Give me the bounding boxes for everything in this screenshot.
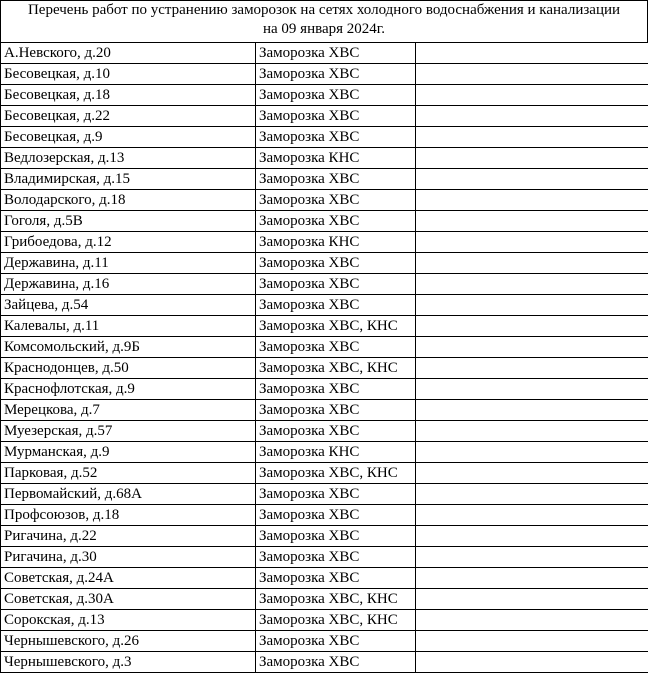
address-cell: Бесовецкая, д.9 bbox=[1, 127, 256, 148]
table-row bbox=[1, 547, 648, 568]
table-row bbox=[1, 295, 648, 316]
work-type-cell: Заморозка ХВС bbox=[256, 295, 416, 316]
table-row bbox=[1, 526, 648, 547]
address-cell: Ригачина, д.30 bbox=[1, 547, 256, 568]
work-type-cell: Заморозка ХВС bbox=[256, 253, 416, 274]
address-cell: Советская, д.30А bbox=[1, 589, 256, 610]
address-cell: Профсоюзов, д.18 bbox=[1, 505, 256, 526]
note-cell bbox=[416, 379, 648, 400]
table-row bbox=[1, 379, 648, 400]
address-cell: Первомайский, д.68А bbox=[1, 484, 256, 505]
address-cell: Бесовецкая, д.18 bbox=[1, 85, 256, 106]
address-cell: Краснодонцев, д.50 bbox=[1, 358, 256, 379]
table-row bbox=[1, 589, 648, 610]
table-row bbox=[1, 106, 648, 127]
work-type-cell: Заморозка ХВС bbox=[256, 652, 416, 673]
table-row bbox=[1, 358, 648, 379]
address-cell: А.Невского, д.20 bbox=[1, 43, 256, 64]
address-cell: Сорокская, д.13 bbox=[1, 610, 256, 631]
work-type-cell: Заморозка ХВС, КНС bbox=[256, 463, 416, 484]
address-cell: Ригачина, д.22 bbox=[1, 526, 256, 547]
note-cell bbox=[416, 568, 648, 589]
work-type-cell: Заморозка ХВС bbox=[256, 127, 416, 148]
table-row bbox=[1, 169, 648, 190]
table-row bbox=[1, 442, 648, 463]
table-row bbox=[1, 421, 648, 442]
work-type-cell: Заморозка ХВС bbox=[256, 484, 416, 505]
address-cell: Державина, д.16 bbox=[1, 274, 256, 295]
work-type-cell: Заморозка ХВС bbox=[256, 211, 416, 232]
address-cell: Ведлозерская, д.13 bbox=[1, 148, 256, 169]
address-cell: Советская, д.24А bbox=[1, 568, 256, 589]
note-cell bbox=[416, 421, 648, 442]
note-cell bbox=[416, 64, 648, 85]
note-cell bbox=[416, 274, 648, 295]
address-cell: Державина, д.11 bbox=[1, 253, 256, 274]
address-cell: Калевалы, д.11 bbox=[1, 316, 256, 337]
address-cell: Владимирская, д.15 bbox=[1, 169, 256, 190]
work-type-cell: Заморозка ХВС bbox=[256, 379, 416, 400]
note-cell bbox=[416, 211, 648, 232]
table-row bbox=[1, 337, 648, 358]
table-row bbox=[1, 505, 648, 526]
table-row bbox=[1, 400, 648, 421]
work-type-cell: Заморозка ХВС bbox=[256, 85, 416, 106]
table-row bbox=[1, 127, 648, 148]
work-type-cell: Заморозка ХВС bbox=[256, 505, 416, 526]
works-table bbox=[0, 42, 648, 673]
address-cell: Краснофлотская, д.9 bbox=[1, 379, 256, 400]
table-row bbox=[1, 463, 648, 484]
address-cell: Муезерская, д.57 bbox=[1, 421, 256, 442]
work-type-cell: Заморозка ХВС, КНС bbox=[256, 316, 416, 337]
note-cell bbox=[416, 106, 648, 127]
table-row bbox=[1, 316, 648, 337]
note-cell bbox=[416, 547, 648, 568]
table-row bbox=[1, 211, 648, 232]
address-cell: Чернышевского, д.26 bbox=[1, 631, 256, 652]
table-row bbox=[1, 568, 648, 589]
work-type-cell: Заморозка ХВС bbox=[256, 190, 416, 211]
address-cell: Мурманская, д.9 bbox=[1, 442, 256, 463]
table-row bbox=[1, 64, 648, 85]
note-cell bbox=[416, 484, 648, 505]
address-cell: Бесовецкая, д.10 bbox=[1, 64, 256, 85]
note-cell bbox=[416, 169, 648, 190]
note-cell bbox=[416, 400, 648, 421]
note-cell bbox=[416, 253, 648, 274]
work-type-cell: Заморозка ХВС bbox=[256, 274, 416, 295]
work-type-cell: Заморозка ХВС bbox=[256, 421, 416, 442]
table-row bbox=[1, 253, 648, 274]
table-title bbox=[0, 0, 648, 43]
note-cell bbox=[416, 190, 648, 211]
note-cell bbox=[416, 43, 648, 64]
table-row bbox=[1, 274, 648, 295]
note-cell bbox=[416, 316, 648, 337]
note-cell bbox=[416, 85, 648, 106]
note-cell bbox=[416, 505, 648, 526]
work-type-cell: Заморозка ХВС bbox=[256, 526, 416, 547]
work-type-cell: Заморозка КНС bbox=[256, 148, 416, 169]
table-row bbox=[1, 148, 648, 169]
address-cell: Чернышевского, д.3 bbox=[1, 652, 256, 673]
address-cell: Парковая, д.52 bbox=[1, 463, 256, 484]
table-row bbox=[1, 652, 648, 673]
note-cell bbox=[416, 232, 648, 253]
work-type-cell: Заморозка ХВС bbox=[256, 64, 416, 85]
work-type-cell: Заморозка ХВС bbox=[256, 106, 416, 127]
note-cell bbox=[416, 358, 648, 379]
note-cell bbox=[416, 295, 648, 316]
work-type-cell: Заморозка ХВС bbox=[256, 400, 416, 421]
address-cell: Володарского, д.18 bbox=[1, 190, 256, 211]
note-cell bbox=[416, 610, 648, 631]
work-type-cell: Заморозка ХВС bbox=[256, 43, 416, 64]
work-type-cell: Заморозка ХВС bbox=[256, 568, 416, 589]
address-cell: Грибоедова, д.12 bbox=[1, 232, 256, 253]
table-row bbox=[1, 232, 648, 253]
table-row bbox=[1, 43, 648, 64]
table-row bbox=[1, 190, 648, 211]
table-row bbox=[1, 610, 648, 631]
work-type-cell: Заморозка КНС bbox=[256, 442, 416, 463]
table-body bbox=[1, 43, 648, 673]
address-cell: Комсомольский, д.9Б bbox=[1, 337, 256, 358]
note-cell bbox=[416, 442, 648, 463]
work-type-cell: Заморозка ХВС, КНС bbox=[256, 610, 416, 631]
work-type-cell: Заморозка КНС bbox=[256, 232, 416, 253]
note-cell bbox=[416, 652, 648, 673]
work-type-cell: Заморозка ХВС bbox=[256, 337, 416, 358]
note-cell bbox=[416, 631, 648, 652]
title-line-1: Перечень работ по устранению заморозок на сетях холодного водоснабжения и канализации bbox=[27, 2, 621, 18]
note-cell bbox=[416, 463, 648, 484]
note-cell bbox=[416, 148, 648, 169]
note-cell bbox=[416, 589, 648, 610]
table-row bbox=[1, 484, 648, 505]
address-cell: Гоголя, д.5В bbox=[1, 211, 256, 232]
address-cell: Бесовецкая, д.22 bbox=[1, 106, 256, 127]
title-line-2: на 09 января 2024г. bbox=[262, 21, 385, 37]
work-type-cell: Заморозка ХВС bbox=[256, 169, 416, 190]
work-type-cell: Заморозка ХВС bbox=[256, 631, 416, 652]
note-cell bbox=[416, 127, 648, 148]
work-type-cell: Заморозка ХВС, КНС bbox=[256, 358, 416, 379]
table-row bbox=[1, 85, 648, 106]
work-type-cell: Заморозка ХВС, КНС bbox=[256, 589, 416, 610]
address-cell: Мерецкова, д.7 bbox=[1, 400, 256, 421]
note-cell bbox=[416, 526, 648, 547]
address-cell: Зайцева, д.54 bbox=[1, 295, 256, 316]
table-row bbox=[1, 631, 648, 652]
work-type-cell: Заморозка ХВС bbox=[256, 547, 416, 568]
note-cell bbox=[416, 337, 648, 358]
